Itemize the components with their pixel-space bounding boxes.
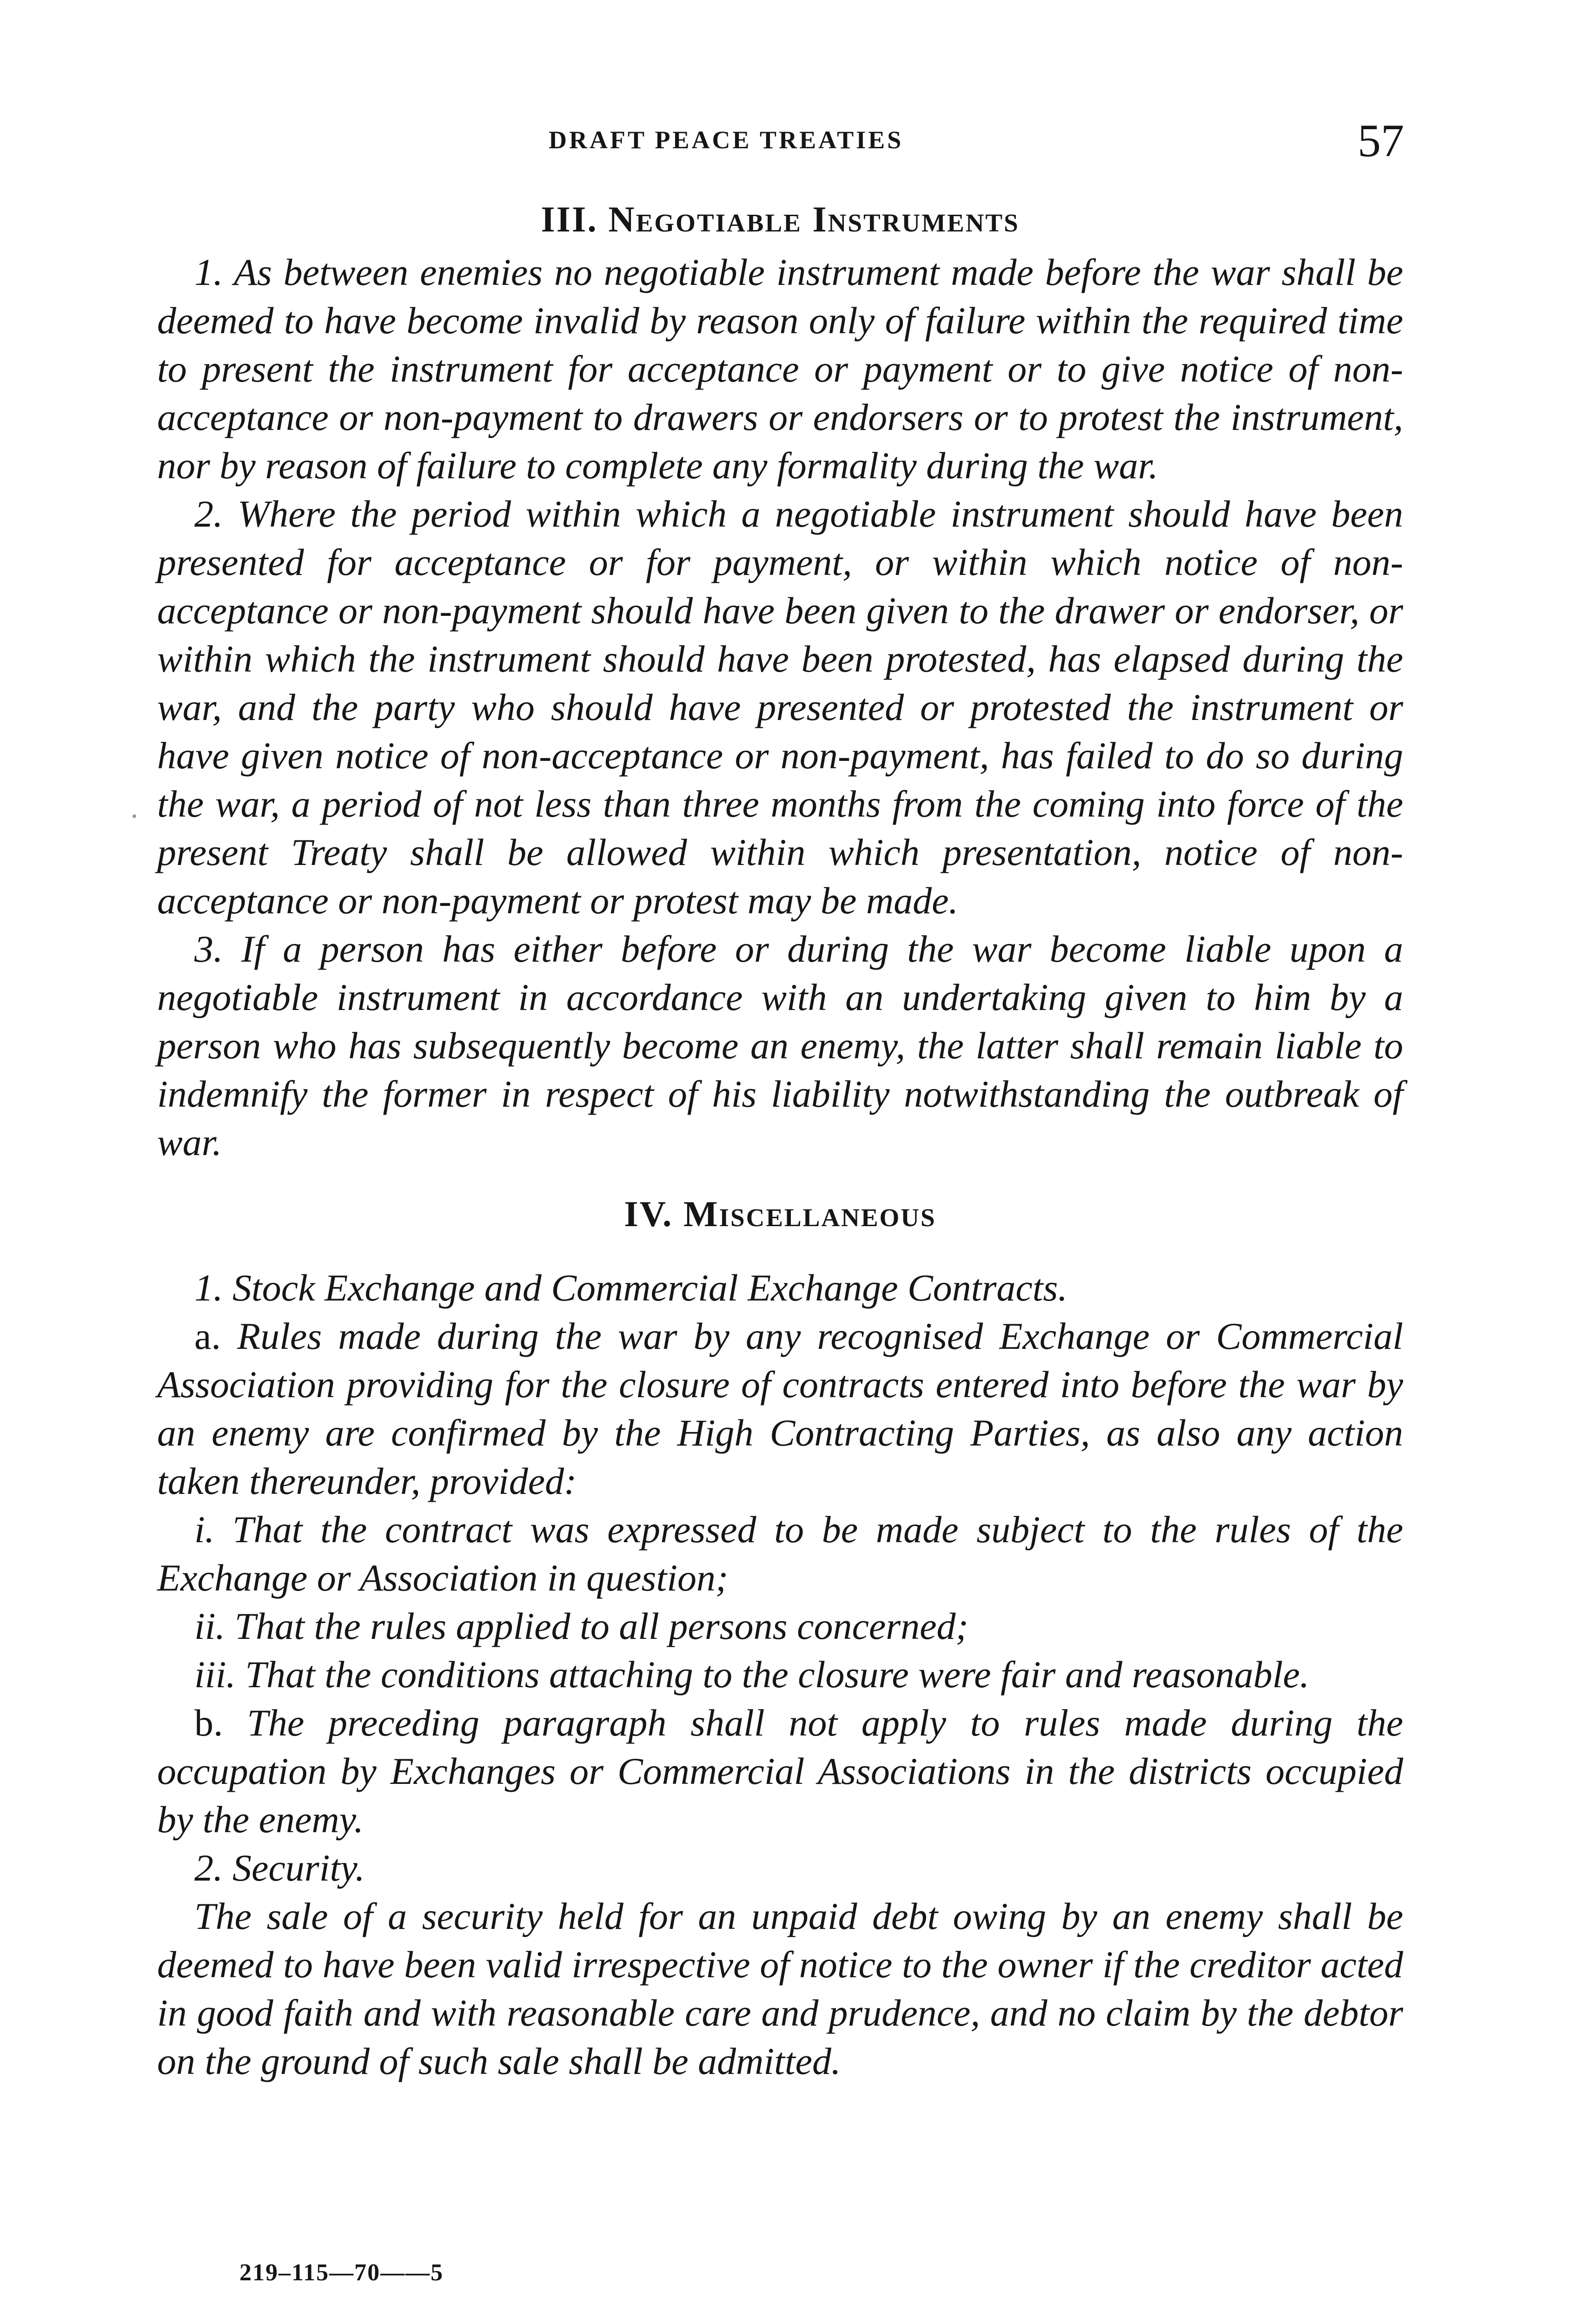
printer-code: 219–115—70——5: [239, 2259, 444, 2286]
clause-label: a.: [194, 1315, 221, 1357]
paragraph-3-1: [157, 248, 1403, 490]
paragraph-3-2: [157, 490, 1403, 925]
paragraph-text: If a person has either before or during the war become liable upon a negotiable instrument in accordance with an undertaking given to him by a person who has subsequently become an enemy, the latter shall remain liable to indemnify the former in respect of his liability notwithstanding the outbreak of war.: [157, 928, 1403, 1163]
paragraph-number: 1.: [194, 251, 223, 293]
subsection-4-1-title: [157, 1264, 1403, 1312]
condition-ii: ii. That the rules applied to all persons concerned;: [194, 1605, 968, 1647]
body-text: [157, 195, 1403, 2086]
running-title: DRAFT PEACE TREATIES: [549, 126, 904, 154]
clause-a: [157, 1312, 1403, 1505]
running-header: [0, 114, 1571, 166]
clause-text: The preceding paragraph shall not apply to rules made during the occupation by Exchanges or Commercial Associations in the districts occupied by the enemy.: [157, 1702, 1403, 1841]
condition-i: i. That the contract was expressed to be made subject to the rules of the Exchange or Association in question;: [157, 1508, 1403, 1599]
margin-dot-mark: [133, 814, 136, 818]
clause-b: [157, 1699, 1403, 1844]
paragraph-number: 3.: [194, 928, 223, 970]
paragraph-security: The sale of a security held for an unpaid debt owing by an enemy shall be deemed to have been valid irrespective of notice to the owner if the creditor acted in good faith and with reasonable care and prudence, and no claim by the debtor on the ground of such sale shall be admitted.: [157, 1895, 1403, 2082]
paragraph-text: Where the period within which a negotiable instrument should have been presented for acceptance or for payment, or within which notice of non-acceptance or non-payment should have been given to the drawer or endorser, or within which the instrument should have been protested, has elapsed during the war, and the party who should have presented or protested the instrument or have given notice of non-acceptance or non-payment, has failed to do so during the war, a period of not less than three months from the coming into force of the present Treaty shall be allowed within which presentation, notice of non-acceptance or non-payment or protest may be made.: [157, 493, 1403, 922]
paragraph-number: 2.: [194, 493, 223, 535]
subsection-title: Security.: [232, 1847, 365, 1889]
paragraph-number: 2.: [194, 1847, 223, 1889]
section-heading-miscellaneous: IV. Miscellaneous: [624, 1194, 936, 1234]
subsection-title: Stock Exchange and Commercial Exchange Contracts.: [232, 1267, 1067, 1309]
clause-label: b.: [194, 1702, 223, 1744]
page-number: 57: [1358, 115, 1404, 166]
condition-iii: iii. That the conditions attaching to the closure were fair and reasonable.: [194, 1653, 1310, 1696]
paragraph-number: 1.: [194, 1267, 223, 1309]
paragraph-3-3: [157, 925, 1403, 1167]
subsection-4-2-title: [157, 1844, 1403, 1892]
clause-text: Rules made during the war by any recognised Exchange or Commercial Association providing for the closure of contracts entered into before the war by an enemy are confirmed by the High Contracting Parties, as also any action taken thereunder, provided:: [157, 1315, 1403, 1502]
paragraph-text: As between enemies no negotiable instrument made before the war shall be deemed to have become invalid by reason only of failure within the required time to present the instrument for acceptance or payment or to give notice of non-acceptance or non-payment to drawers or endorsers or to protest the instrument, nor by reason of failure to complete any formality during the war.: [157, 251, 1403, 487]
section-heading-negotiable-instruments: III. Negotiable Instruments: [541, 199, 1020, 239]
